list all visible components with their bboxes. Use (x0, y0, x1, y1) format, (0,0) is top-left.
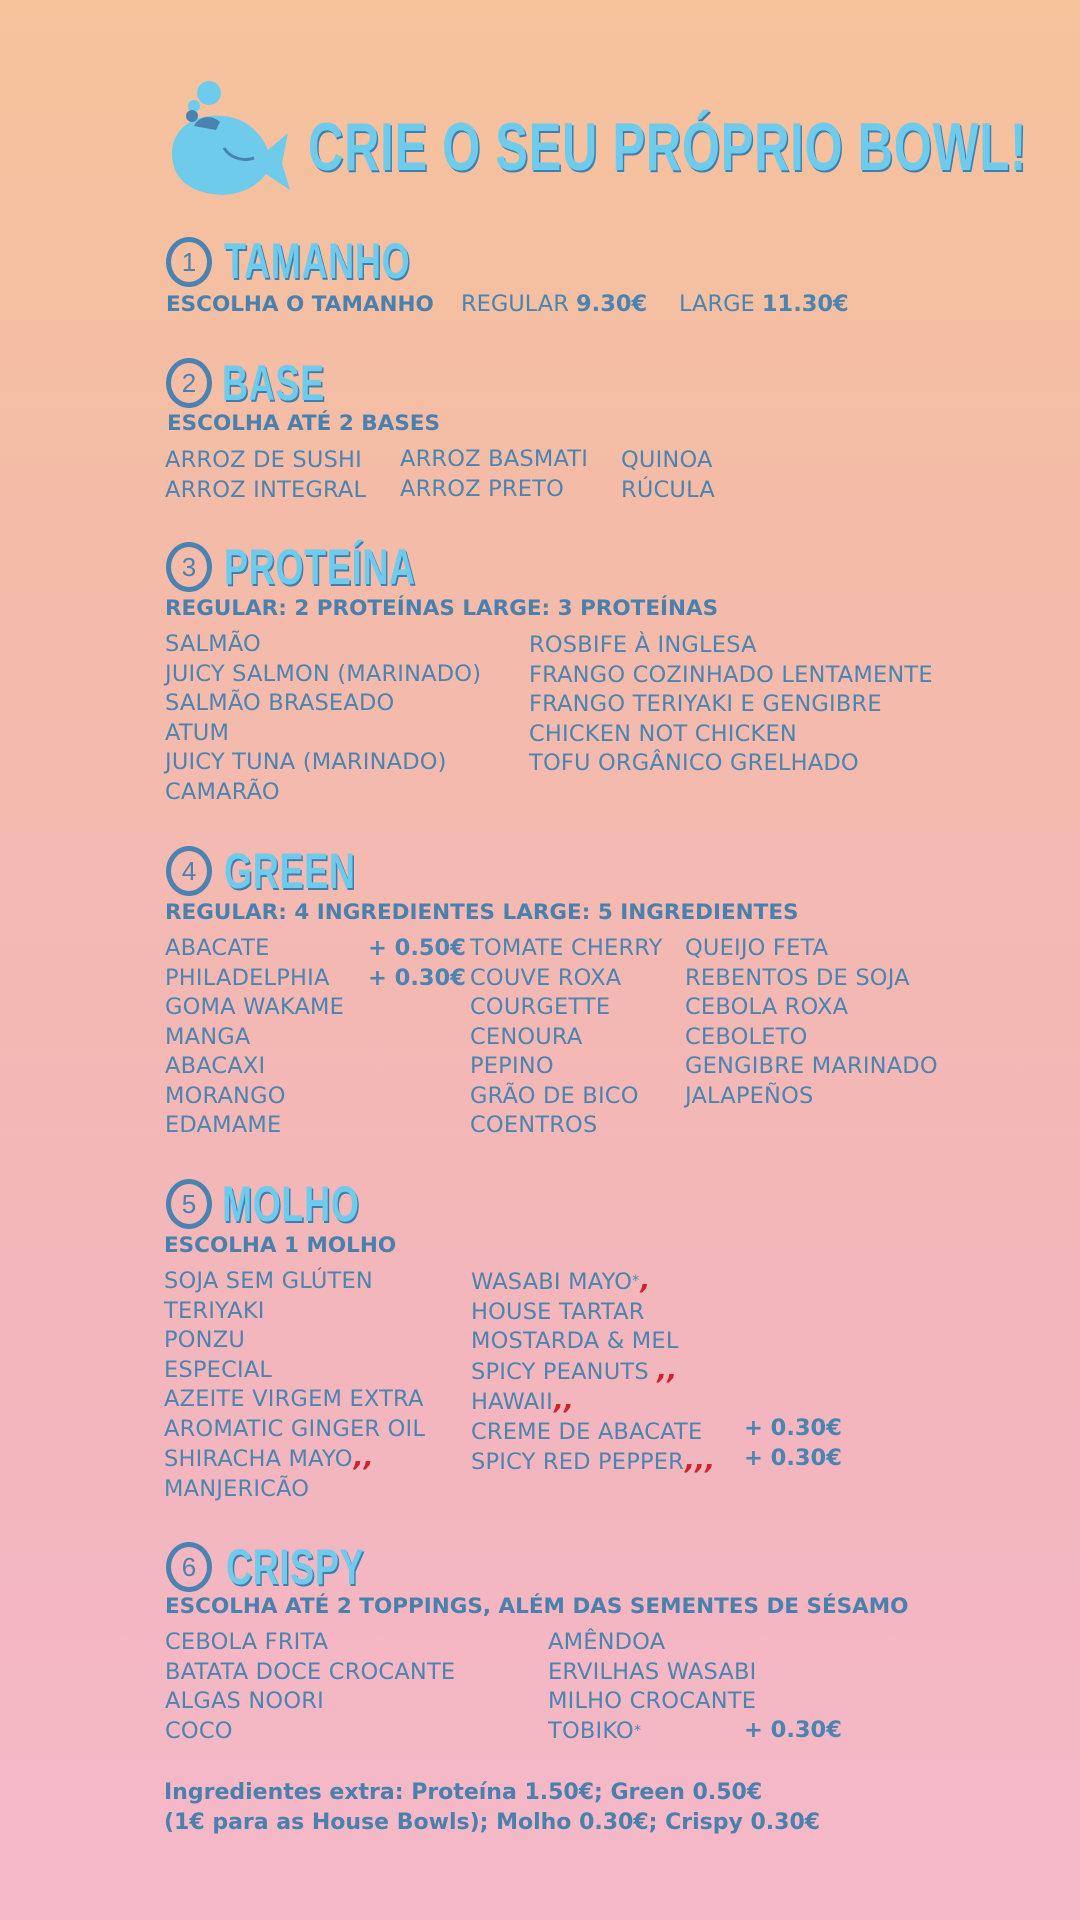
list-item: AZEITE VIRGEM EXTRA (164, 1386, 424, 1412)
list-item: ARROZ DE SUSHI (165, 447, 363, 473)
list-item: ABACAXI (165, 1053, 266, 1079)
green-prices (368, 934, 466, 993)
list-item: EDAMAME (165, 1112, 282, 1138)
green-list-1 (165, 934, 344, 1141)
list-item: JUICY SALMON (MARINADO) (165, 660, 482, 687)
list-item: COCO (165, 1717, 233, 1744)
list-item: CHICKEN NOT CHICKEN (529, 720, 797, 747)
tamanho-subtitle: ESCOLHA O TAMANHO (166, 292, 434, 317)
molho-subtitle: ESCOLHA 1 MOLHO (164, 1233, 397, 1258)
list-item: PEPINO (470, 1053, 554, 1079)
footer-note (164, 1778, 820, 1838)
list-item: MILHO CROCANTE (548, 1688, 757, 1714)
asterisk-marker: * (632, 1273, 640, 1289)
list-item: CENOURA (470, 1023, 583, 1050)
chili-pepper-icon: ,, (553, 1386, 575, 1416)
list-item (471, 1267, 715, 1298)
list-item: CREME DE ABACATE (471, 1418, 703, 1445)
price-creme-abacate: + 0.30€ (744, 1415, 842, 1441)
fish-mascot-logo (164, 78, 294, 203)
list-item: CEBOLETO (685, 1023, 808, 1050)
list-item (164, 1444, 425, 1475)
list-item: TOFU ORGÂNICO GRELHADO (529, 750, 859, 776)
list-item: ARROZ BASMATI (400, 446, 589, 472)
list-item: ESPECIAL (164, 1356, 273, 1383)
list-item: MANJERICÃO (164, 1475, 310, 1502)
chili-pepper-icon: ,, (657, 1355, 678, 1386)
chili-pepper-icon: ,, (353, 1443, 374, 1473)
price-philadelphia: + 0.30€ (368, 964, 466, 991)
list-item (471, 1387, 715, 1418)
list-item: ARROZ PRETO (400, 475, 565, 502)
proteina-list-1 (165, 630, 481, 807)
base-subtitle: ESCOLHA ATÉ 2 BASES (167, 411, 440, 436)
size-regular-price: 9.30€ (576, 291, 648, 317)
list-item: ATUM (165, 719, 230, 746)
list-item (471, 1447, 715, 1478)
list-item: COURGETTE (470, 994, 611, 1020)
asterisk-marker: * (633, 1722, 642, 1739)
size-large-price: 11.30€ (761, 291, 849, 317)
list-item: JALAPEÑOS (685, 1082, 814, 1109)
section-title-base: BASE (222, 355, 325, 411)
list-item: SOJA SEM GLÚTEN (164, 1268, 373, 1294)
price-tobiko: + 0.30€ (744, 1717, 842, 1743)
list-item-label: SPICY RED PEPPER (471, 1449, 684, 1475)
section-title-proteina: PROTEÍNA (224, 539, 416, 595)
molho-list-1 (164, 1267, 425, 1504)
section-title-green: GREEN (224, 843, 356, 899)
list-item: FRANGO COZINHADO LENTAMENTE (529, 661, 933, 688)
list-item (548, 1717, 757, 1747)
section-number-4: 4 (166, 846, 212, 896)
list-item: SALMÃO BRASEADO (165, 690, 395, 716)
size-large (679, 291, 849, 317)
list-item: COUVE ROXA (470, 964, 622, 991)
green-list-2 (470, 934, 663, 1141)
list-item: BATATA DOCE CROCANTE (165, 1658, 456, 1685)
molho-list-2 (471, 1267, 715, 1478)
page-title: CRIE O SEU PRÓPRIO BOWL! (308, 109, 1028, 185)
list-item: SALMÃO (165, 631, 261, 657)
section-title-molho: MOLHO (222, 1176, 360, 1232)
list-item: FRANGO TERIYAKI E GENGIBRE (529, 691, 882, 717)
molho-prices (744, 1414, 842, 1473)
footer-line-2: (1€ para as House Bowls); Molho 0.30€; Crispy 0.30€ (164, 1810, 821, 1835)
list-item: ARROZ INTEGRAL (165, 476, 367, 503)
list-item-label: SPICY PEANUTS (471, 1358, 649, 1385)
list-item: TOMATE CHERRY (470, 935, 663, 961)
price-abacate: + 0.50€ (368, 935, 466, 961)
list-item: CEBOLA FRITA (165, 1629, 329, 1655)
list-item: TERIYAKI (164, 1297, 265, 1324)
list-item: ABACATE (165, 935, 270, 961)
green-list-3 (685, 934, 938, 1111)
proteina-list-2 (529, 631, 933, 779)
proteina-subtitle: REGULAR: 2 PROTEÍNAS LARGE: 3 PROTEÍNAS (165, 596, 719, 621)
chili-pepper-icon: ,,, (685, 1446, 716, 1476)
section-number-2: 2 (166, 358, 212, 408)
list-item: REBENTOS DE SOJA (685, 964, 910, 991)
price-spicy-red-pepper: + 0.30€ (744, 1444, 842, 1471)
list-item: MOSTARDA & MEL (471, 1328, 679, 1354)
list-item: COENTROS (470, 1112, 598, 1138)
list-item: GENGIBRE MARINADO (685, 1053, 938, 1079)
size-regular-label: REGULAR (461, 291, 569, 317)
base-list-1 (165, 446, 366, 505)
list-item: ERVILHAS WASABI (548, 1658, 757, 1685)
list-item: HOUSE TARTAR (471, 1298, 645, 1325)
section-number-3: 3 (166, 542, 212, 592)
list-item: GRÃO DE BICO (470, 1082, 639, 1109)
list-item: ALGAS NOORI (165, 1688, 324, 1714)
list-item: MANGA (165, 1023, 251, 1050)
list-item-label: HAWAII (471, 1389, 553, 1415)
size-regular (461, 291, 647, 317)
footer-line-1: Ingredientes extra: Proteína 1.50€; Green 0.50€ (164, 1780, 763, 1805)
list-item: AROMATIC GINGER OIL (164, 1415, 426, 1442)
list-item: PHILADELPHIA (165, 964, 330, 991)
base-list-2 (400, 445, 588, 504)
list-item: CAMARÃO (165, 778, 280, 805)
crispy-list-1 (165, 1628, 455, 1746)
list-item: CEBOLA ROXA (685, 994, 849, 1020)
list-item: MORANGO (165, 1082, 286, 1109)
section-number-5: 5 (166, 1179, 212, 1229)
list-item: ROSBIFE À INGLESA (529, 632, 757, 658)
list-item-label: TOBIKO (548, 1717, 634, 1744)
base-list-3 (621, 446, 715, 505)
green-subtitle: REGULAR: 4 INGREDIENTES LARGE: 5 INGREDIENTES (165, 900, 799, 925)
list-item: PONZU (164, 1327, 245, 1353)
list-item-label: SHIRACHA MAYO (164, 1446, 353, 1472)
crispy-list-2 (548, 1628, 757, 1746)
list-item (471, 1357, 715, 1388)
list-item: QUINOA (621, 447, 713, 473)
list-item: JUICY TUNA (MARINADO) (165, 749, 447, 775)
list-item: AMÊNDOA (548, 1629, 666, 1655)
section-title-tamanho: TAMANHO (224, 233, 411, 289)
list-item: RÚCULA (621, 476, 715, 503)
size-large-label: LARGE (679, 291, 755, 317)
list-item: QUEIJO FETA (685, 935, 829, 961)
chili-pepper-icon: , (640, 1266, 651, 1296)
section-number-6: 6 (166, 1542, 212, 1592)
list-item-label: WASABI MAYO (471, 1269, 633, 1295)
section-title-crispy: CRISPY (226, 1539, 365, 1595)
list-item: GOMA WAKAME (165, 994, 345, 1020)
section-number-1: 1 (166, 237, 212, 287)
crispy-subtitle: ESCOLHA ATÉ 2 TOPPINGS, ALÉM DAS SEMENTES DE SÉSAMO (165, 1594, 909, 1619)
